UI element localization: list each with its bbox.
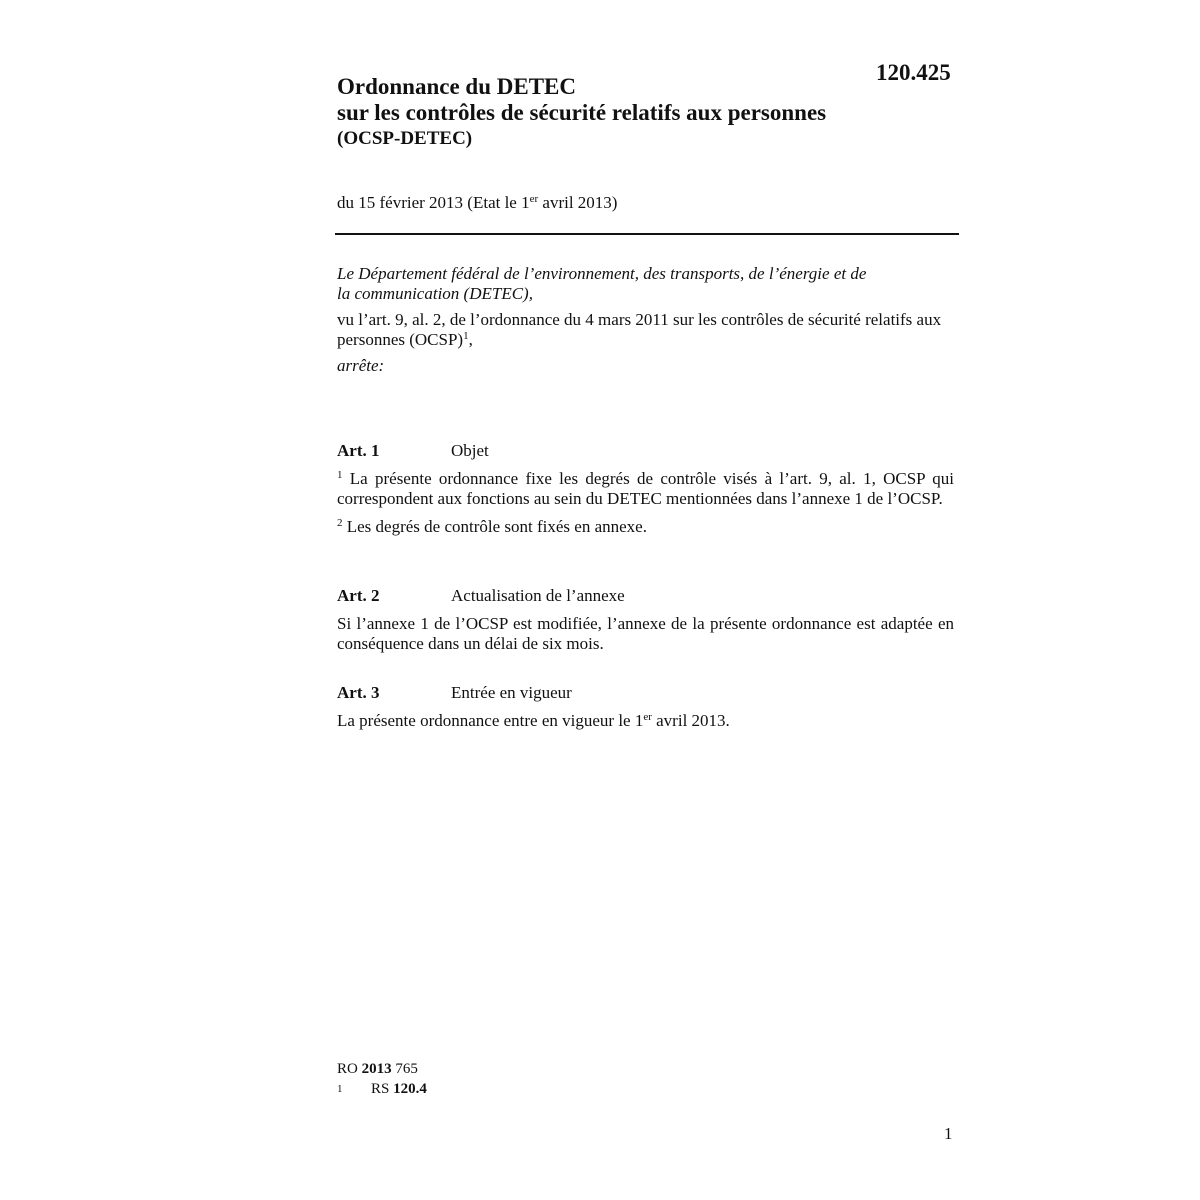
article-paragraph: La présente ordonnance entre en vigueur le 1er avril 2013. (337, 711, 730, 730)
header-divider (335, 233, 959, 235)
article-paragraph: $^1$ La présente ordonnance fixe les degrés de contrôle visés à l’art. 9, al. 1, OCSP qui correspondent aux fonctions au sein du DETEC mentionnées dans l’annexe 1 de l’OCSP. (337, 469, 954, 508)
title-line-1: Ordonnance du DETEC (337, 74, 577, 99)
article-title: Objet (451, 441, 489, 460)
footnote-text: RS 120.4 (371, 1081, 427, 1097)
footnote-mark: 1 (337, 1083, 343, 1095)
footnotes (337, 1059, 427, 1099)
preamble-authority: Le Département fédéral de l’environnement, des transports, de l’énergie et de la communication (DETEC), (337, 264, 867, 303)
preamble (337, 264, 957, 382)
sr-number: 120.425 (876, 60, 951, 85)
article-heading (337, 683, 954, 703)
footnote-1 (337, 1079, 427, 1099)
document-title (337, 74, 826, 126)
article-number: Art. 2 (337, 586, 380, 605)
article-paragraph: Si l’annexe 1 de l’OCSP est modifiée, l’annexe de la présente ordonnance est adaptée en conséquence dans un délai de six mois. (337, 614, 954, 653)
footnote-ref-1[interactable]: 1 (463, 330, 469, 342)
preamble-decree: arrête: (337, 356, 385, 375)
article-paragraph: $^2$ Les degrés de contrôle sont fixés en annexe. (337, 517, 647, 536)
article-2 (337, 586, 954, 662)
article-number: Art. 1 (337, 441, 380, 460)
preamble-basis: vu l’art. 9, al. 2, de l’ordonnance du 4 mars 2011 sur les contrôles de sécurité relatifs aux personnes (OCSP)$^1$, (337, 310, 942, 349)
page-number: 1 (944, 1124, 953, 1143)
article-heading (337, 441, 954, 461)
ro-reference: RO 2013 765 (337, 1061, 418, 1077)
article-number: Art. 3 (337, 683, 380, 702)
article-1 (337, 441, 954, 545)
article-title: Entrée en vigueur (451, 683, 572, 702)
document-date: du 15 février 2013 (Etat le 1er avril 2013) (337, 193, 618, 212)
article-3 (337, 683, 954, 739)
title-line-2: sur les contrôles de sécurité relatifs aux personnes (337, 100, 827, 125)
title-abbreviation: (OCSP-DETEC) (337, 128, 473, 149)
article-heading (337, 586, 954, 606)
article-title: Actualisation de l’annexe (451, 586, 625, 605)
